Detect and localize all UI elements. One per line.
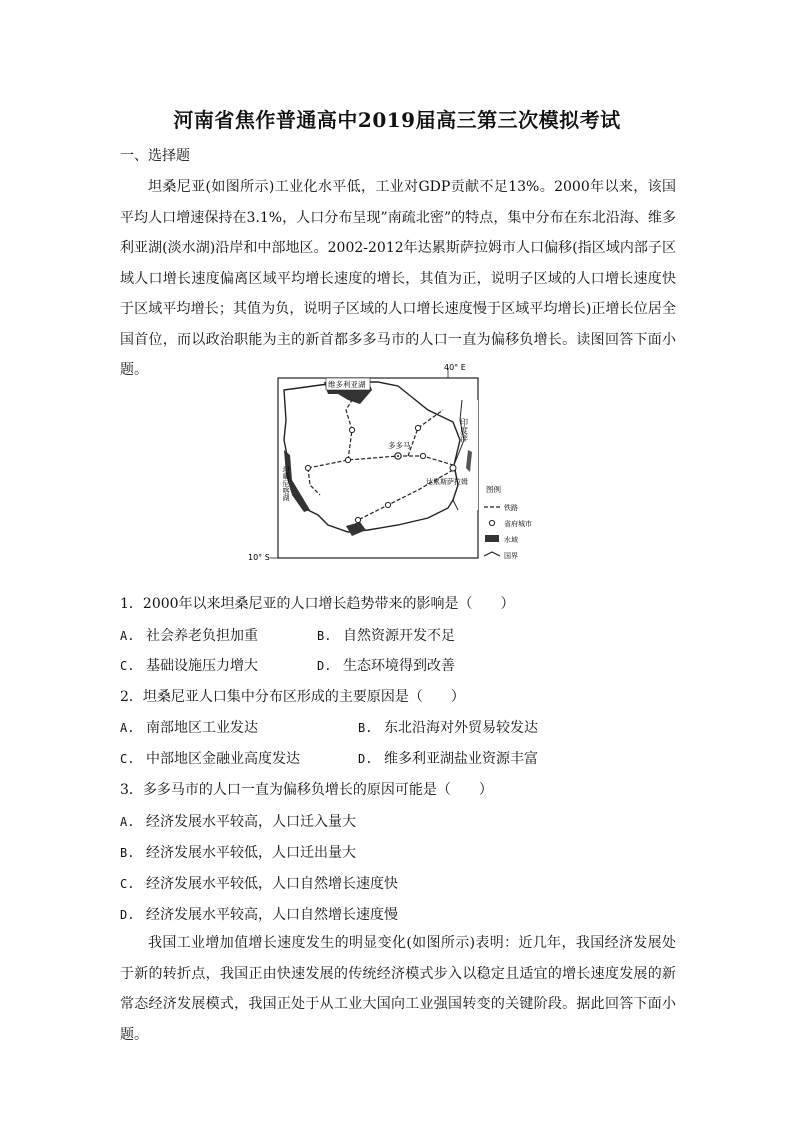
legend-city: 省府城市 [504,520,532,528]
question-2-option-a: A. 南部地区工业发达 [120,720,258,736]
question-1-option-a: A. 社会养老负担加重 [120,628,258,644]
dodoma-label: 多多马 [388,441,411,450]
question-1-stem: 1．2000年以来坦桑尼亚的人口增长趋势带来的影响是（ ） [120,596,515,612]
section-heading: 一、选择题 [120,148,190,164]
tanzania-map [248,360,548,575]
question-3-option-b: B. 经济发展水平较低，人口迁出量大 [120,845,356,861]
ocean-label: 印度洋 [459,418,469,442]
question-2-option-d: D. 维多利亚湖盐业资源丰富 [358,751,538,767]
question-1-option-b: B. 自然资源开发不足 [317,628,455,644]
lake-victoria-label: 维多利亚湖 [328,380,366,389]
question-1-option-c: C. 基础设施压力增大 [120,658,258,674]
legend-rail: 铁路 [504,504,518,512]
passage-2: 我国工业增加值增长速度发生的明显变化(如图所示)表明：近几年，我国经济发展处于新的转折点，我国正由快速发展的传统经济模式步入以稳定且适宜的增长速度发展的新常态经济发展模式，我国正处于从工业大国向工业强国转变的关键阶段。据此回答下面小题。 [120,935,676,1043]
legend-title: 图例 [486,485,501,494]
dar-label: 达累斯萨拉姆 [426,478,468,486]
question-2-option-b: B. 东北沿海对外贸易较发达 [358,720,538,736]
question-3-option-d: D. 经济发展水平较高，人口自然增长速度慢 [120,907,398,923]
latitude-label: 10° S [248,553,270,562]
question-2-option-c: C. 中部地区金融业高度发达 [120,751,300,767]
question-3-option-c: C. 经济发展水平较低，人口自然增长速度快 [120,876,398,892]
question-3-option-a: A. 经济发展水平较高，人口迁入量大 [120,814,356,830]
question-2-stem: 2．坦桑尼亚人口集中分布区形成的主要原因是（ ） [120,689,465,705]
legend-border: 国界 [504,552,518,560]
map-legend [484,484,532,560]
passage-1: 坦桑尼亚(如图所示)工业化水平低，工业对GDP贡献不足13%。2000年以来，该国平均人口增速保持在3.1%，人口分布呈现”南疏北密”的特点，集中分布在东北沿海、维多利亚湖(淡水湖)沿岸和中部地区。2002-2012年达累斯萨拉姆市人口偏移(指区域内部子区域人口增长速度偏离区域平均增长速度的增长，其值为正，说明子区域的人口增长速度快于区域平均增长；其值为负，说明子区域的人口增长速度慢于区域平均增长)正增长位居全国首位，而以政治职能为主的新首都多多马市的人口一直为偏移负增长。读图回答下面小题。 [120,179,676,378]
question-3-stem: 3．多多马市的人口一直为偏移负增长的原因可能是（ ） [120,782,493,798]
legend-water: 水域 [504,536,518,544]
question-1-option-d: D. 生态环境得到改善 [317,658,455,674]
lake-tanganyika-label: 坦噶尼喀湖 [282,466,290,501]
longitude-label: 40° E [444,363,466,372]
page-title: 河南省焦作普通高中2019届高三第三次模拟考试 [173,108,621,132]
